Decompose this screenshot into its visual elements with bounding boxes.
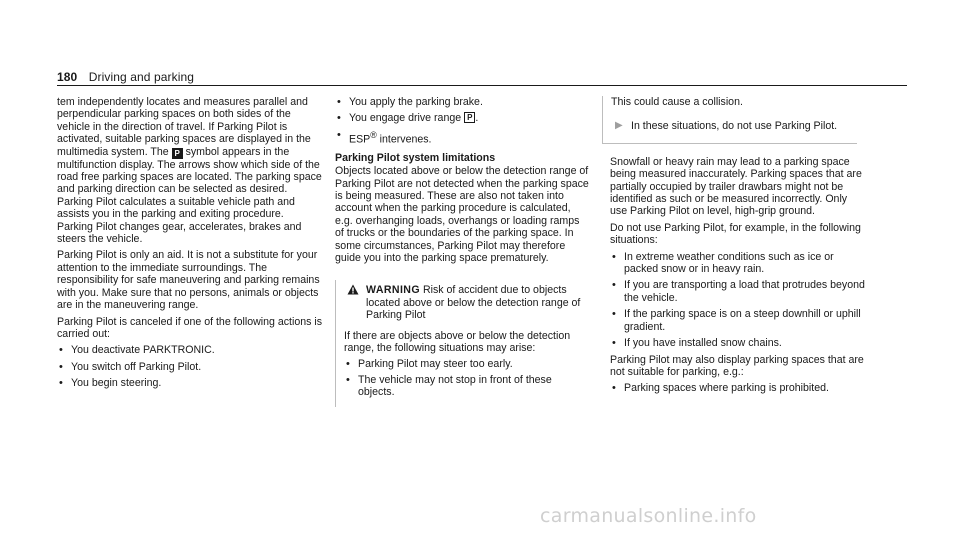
cancel-actions-list bbox=[57, 344, 322, 389]
limitations-heading: Parking Pilot system limitations bbox=[335, 151, 496, 164]
unsuitable-paragraph: Parking Pilot may also display parking spaces that are not suitable for parking, e.g.: bbox=[610, 353, 864, 378]
unsuitable-list bbox=[610, 382, 865, 394]
parking-pilot-icon: P bbox=[172, 148, 183, 159]
list-item: • If you are transporting a load that protrudes beyond the vehicle. bbox=[610, 279, 865, 304]
list-item: • You begin steering. bbox=[57, 377, 322, 389]
column-left bbox=[57, 96, 322, 394]
instruction-arrow-icon: ▶ bbox=[615, 120, 623, 132]
list-item: • If you have installed snow chains. bbox=[610, 337, 865, 349]
intro-paragraph: tem independently locates and measures parallel and perpendicular parking spaces on both sides of the vehicle in the direction of travel. If Parking Pilot is activated, suitable parking spaces are displayed in the multimedia system. The P symbol appears in the multifunction display. The arrows show which side of the road free parking spaces are located. The parking space and parking direction can be selected as desired. Parking Pilot calculates a suitable vehicle path and assists you in the parking and exiting procedure. Parking Pilot changes gear, accelerates, brakes and steers the vehicle. bbox=[57, 96, 322, 246]
list-item: • ESP® intervenes. bbox=[335, 129, 590, 146]
warning-paragraph: If there are objects above or below the detection range, the following situations may arise: bbox=[344, 329, 571, 355]
aid-paragraph: Parking Pilot is only an aid. It is not a substitute for your attention to the immediate surroundings. The responsibility for safe maneuvering and parking remains with you. Make sure that no persons, animals or objects are in the maneuvering range. bbox=[57, 249, 320, 312]
section-title: Driving and parking bbox=[88, 70, 195, 84]
list-item: • The vehicle may not stop in front of these objects. bbox=[344, 374, 590, 399]
column-middle bbox=[335, 96, 590, 407]
header-divider bbox=[57, 85, 907, 86]
list-item: • You switch off Parking Pilot. bbox=[57, 361, 322, 373]
situations-list bbox=[610, 251, 865, 350]
instruction-step: ▶ In these situations, do not use Parking Pilot. bbox=[615, 120, 838, 133]
warning-triangle-icon bbox=[347, 284, 359, 295]
list-item: • Parking spaces where parking is prohibited. bbox=[610, 382, 865, 394]
column-right bbox=[610, 96, 865, 399]
list-item: • If the parking space is on a steep downhill or uphill gradient. bbox=[610, 308, 865, 333]
warning-heading: WARNING Risk of accident due to objects located above or below the detection range of Parking Pilot bbox=[344, 284, 590, 321]
snowfall-paragraph: Snowfall or heavy rain may lead to a parking space being measured inaccurately. Parking spaces that are partially occupied by trailer drawbars might not be identified as such or be measured incorrectly. Only use Parking Pilot on level, high-grip ground. bbox=[610, 155, 862, 218]
list-item: • You deactivate PARKTRONIC. bbox=[57, 344, 322, 356]
cancel-actions-list-cont bbox=[335, 96, 590, 146]
canceled-paragraph: Parking Pilot is canceled if one of the following actions is carried out: bbox=[57, 315, 322, 340]
list-item: • You apply the parking brake. bbox=[335, 96, 590, 108]
drive-range-p-icon: P bbox=[464, 112, 475, 123]
list-item: • You engage drive range P . bbox=[335, 112, 590, 124]
warning-label: WARNING bbox=[366, 284, 420, 297]
collision-paragraph: This could cause a collision. bbox=[611, 96, 743, 108]
list-item: • Parking Pilot may steer too early. bbox=[344, 358, 590, 370]
limitations-paragraph: Objects located above or below the detection range of Parking Pilot are not detected when the parking space is being measured. These are also not taken into account when the parking procedure is calculated, e.g. overhanging loads, overhangs or loading ramps of trucks or the boundaries of the parking space. In some circumstances, Parking Pilot may therefore guide you into the parking space prematurely. bbox=[335, 165, 589, 264]
warning-list bbox=[344, 358, 590, 398]
page-header bbox=[57, 70, 194, 84]
warning-box bbox=[335, 280, 590, 406]
list-item: • In extreme weather conditions such as ice or packed snow or in heavy rain. bbox=[610, 251, 865, 276]
do-not-use-paragraph: Do not use Parking Pilot, for example, in the following situations: bbox=[610, 221, 861, 247]
warning-box-continued bbox=[602, 96, 857, 144]
watermark: carmanualsonline.info bbox=[540, 505, 757, 527]
page-number: 180 bbox=[57, 70, 78, 84]
